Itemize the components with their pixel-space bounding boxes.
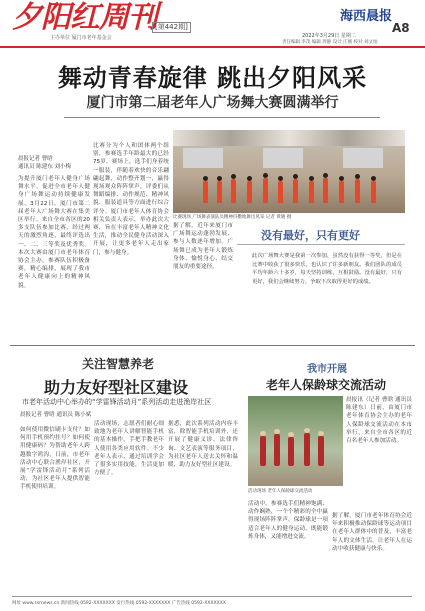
sponsor-line: 主办单位 厦门市老年基金会	[50, 35, 112, 41]
section3-headline: 老年人保龄球交流活动	[266, 378, 387, 392]
lead-headline: 舞动青春旋律 跳出夕阳风采	[57, 63, 368, 92]
bowling-caption: 活动现场 老年人保龄球交流活动	[248, 489, 313, 494]
sidebar-title: 没有最好，只有更好	[261, 229, 360, 242]
section3-column-3: 据了解，厦门市老年体育协会近年来积极推动保龄球等运动项目在老年人群体中的普及，丰富老年人的文体生活，让老年人在运动中收获健康与快乐。	[332, 513, 412, 552]
section2-subhead: 市老年活动中心举办的“学雷锋活动月”系列活动走进渔岸社区	[22, 398, 212, 406]
section2-column-1: 如何使用微信刷卡支付？如何用手机预约挂号？如何使用健康码？为帮助老年人跨越数字鸿沟，日前，市老年活动中心联合渔岸社区，开展“学雷锋活动月”系列活动，为社区老年人提供智能手机使用培训。	[20, 427, 90, 491]
section2-byline: 晨报记者 曹晗 通讯员 陈小斌	[20, 412, 92, 418]
lead-column-1: 为提升厦门老年人健身广场舞水平，促进全市老年人健身广场舞运动持续健康发展，3月22日，厦门市第二届老年人广场舞大赛在集美区举行。来自全市各区的20多支队伍参加比赛，经过两天的激烈角逐，最终评选出一、二、三等奖及优秀奖。本次大赛由厦门市老年体育协会主办，参赛队伍积极备赛，精心编排，展现了我市老年人健康向上的精神风貌。	[18, 176, 90, 289]
issue-number: [第442期]	[152, 22, 191, 33]
section3-column-1: 晨报讯（记者 曹晗 通讯员 陈建东）日前，由厦门市老年体育协会主办的老年人保龄球交流活动在本市举行，来自全市各区的近百名老年人参加活动。	[346, 397, 412, 445]
section3-column-2: 活动中，参赛选手们精神饱满、动作娴熟，一个个精彩的全中赢得现场阵阵掌声。保龄球是一项适合老年人的健身运动，既能锻炼身体，又能增进交流。	[248, 501, 328, 540]
section2-column-3: 据悉，此次系列活动内容丰富，除智能手机培训外，还开展了健康义诊、法律咨询、文艺表演等服务项目，为社区老年人送去关怀和温暖，助力友好型社区建设。	[168, 421, 238, 469]
lead-column-2: 比赛分为个人和团体两个组别，参赛选手年龄最大的已经75岁。赛场上，选手们身着统一服装，伴随着欢快的音乐翩翩起舞，动作整齐划一，赢得现场观众阵阵掌声。评委们从舞蹈编排、动作规范、精神风貌、服装道具等方面进行综合评分。厦门市老年人体育协会相关负责人表示，举办此次大赛，旨在丰富老年人精神文化生活，推动全民健身活动深入开展，让更多老年人走出家门，参与健身。	[93, 143, 169, 256]
lead-column-3: 据了解，近年来厦门市广场舞运动蓬勃发展，参与人数逐年增加。广场舞已成为老年人锻炼身体、愉悦身心、结交朋友的重要途径。	[173, 223, 233, 271]
bowling-photo	[248, 396, 343, 486]
section2-label: 关注智慧养老	[82, 357, 155, 371]
section2-column-2: 活动现场，志愿者们耐心细致地为老年人讲解智能手机的基本操作，手把手教老年人使用各类应用软件。不少老年人表示，通过培训学会了很多实用技能，生活更加方便了。	[94, 421, 164, 477]
dance-photo	[173, 130, 405, 213]
lead-subhead: 厦门市第二届老年人广场舞大赛圆满举行	[86, 95, 339, 111]
paper-name: 海西晨报	[340, 9, 393, 24]
section-divider	[10, 345, 415, 346]
dateline: 2022年3月29日 星期二	[302, 33, 356, 39]
page-number: A8	[392, 21, 410, 35]
photo-caption: 比赛现场 广场舞表演队员精神抖擞地舞出风采 记者 黄晓 摄	[173, 215, 292, 220]
section2-headline: 助力友好型社区建设	[44, 378, 189, 397]
masthead-logo: 夕阳红周刊	[12, 0, 157, 35]
section3-label: 我市开展	[307, 364, 347, 375]
sidebar-rule	[237, 244, 405, 245]
lead-byline: 晨报记者 曹晗 通讯员 陈建东 刘小梅	[18, 156, 71, 170]
sidebar-text: 此次广场舞大赛是我第一次参加，虽然没有获得一等奖，但是在比赛中收获了很多快乐，也认识了许多新朋友。我们团队的成员平均年龄六十多岁，每天坚持训练，互相鼓励。没有最好，只有更好，我们会继续努力，争取下次取得更好的成绩。	[252, 253, 402, 285]
headline-rule	[64, 117, 380, 130]
masthead-rule	[0, 46, 425, 48]
footer-line: 网址 www.ssrnews.cn 新闻热线 0592-XXXXXXX 发行热线 0592-XXXXXXX 广告热线 0592-XXXXXXX	[12, 596, 412, 606]
editor-credits: 责任编辑 李茂 编辑 周静 设计 庄刚 校对 刘文灿	[282, 40, 378, 45]
